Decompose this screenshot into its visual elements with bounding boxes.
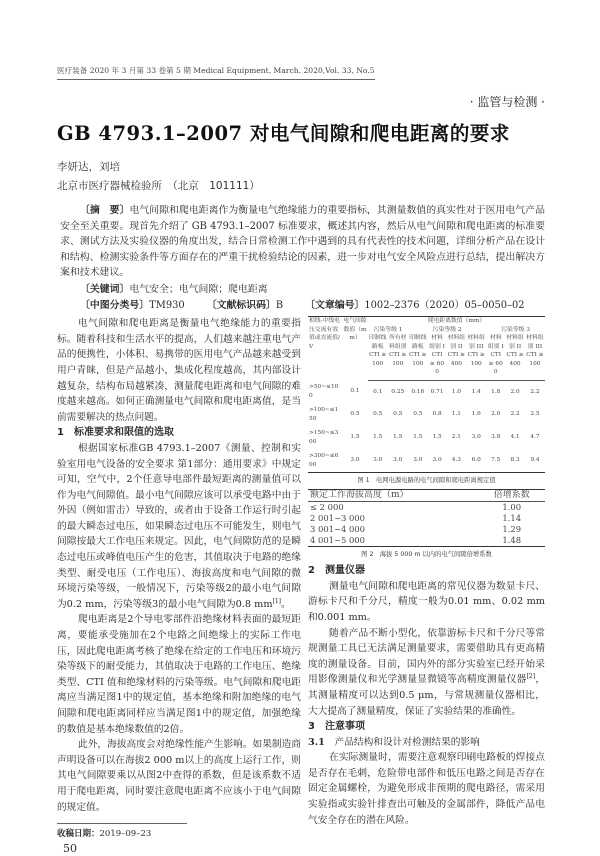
header-material-group: 印制线路板 CTI ≥ 100 xyxy=(368,334,387,380)
table-row xyxy=(308,449,545,473)
subsection-number: 3.1 xyxy=(308,736,325,748)
header-voltage: 相线-中线电压交流有效值或直流值/V xyxy=(309,318,340,350)
clearance-cell: 0.5 xyxy=(350,411,360,418)
left-column xyxy=(57,316,301,856)
page-number: 50 xyxy=(63,842,77,856)
creepage-cell: 2.0 xyxy=(491,411,501,418)
doc-code-label: 〔文献标识码〕 xyxy=(206,299,276,311)
header-material-group: 材料组别 III CTI ≥ 100 xyxy=(525,334,545,380)
creepage-cell: 2.5 xyxy=(530,411,540,418)
header-material-group: 材料组别 II CTI ≥ 400 xyxy=(505,334,525,380)
creepage-cell: 9.4 xyxy=(525,449,545,473)
creepage-cell: 6.0 xyxy=(466,449,486,473)
abstract xyxy=(60,203,545,281)
keywords-text: 电气安全；电气间隙；爬电距离 xyxy=(129,283,268,295)
section-heading-3: 3 注意事项 xyxy=(308,721,365,733)
paragraph: 电气间隙和爬电距离是衡量电气绝缘能力的重要指标。随着科技和生活水平的提高，人们越来越注重电气产品的便携性，小体积、易携带的医用电气产品越来越受到用户青睐，但是产品越小，集成化程度越高，其内部设计越复杂，结构布局越紧凑，测量爬电距离和电气间隙的难度越来越高。如何正确测量电气间隙和爬电距离值，是当前需要解决的热点问题。 xyxy=(57,318,301,423)
paragraph: 此外，海拔高度会对绝缘性能产生影响。如果制造商声明设备可以在海拔2 000 m以上的高度上运行工作，则其电气间隙要乘以从图2中查得的系数，但是该系数不适用于爬电距离，同时要注意爬电距离不应该小于电气间隙的规定值。 xyxy=(57,739,301,813)
header-factor: 倍增系数 xyxy=(478,490,545,502)
creepage-cell: 4.1 xyxy=(510,434,520,441)
voltage-cell: >100~≤150 xyxy=(309,407,339,422)
figure-1-caption: 图 1 电网电源电路的电气间隙和爬电距离规定值 xyxy=(357,477,496,485)
paragraph: 测量电气间隙和爬电距离的常见仪器为数显卡尺、游标卡尺和千分尺，精度一般为0.01 mm、0.02 mm 和0.001 mm。 xyxy=(308,580,545,623)
creepage-cell: 3.0 xyxy=(368,449,387,473)
creepage-cell: 3.0 xyxy=(387,449,408,473)
header-material-group: 所有材料组别 CTI ≥ 100 xyxy=(387,334,408,380)
header-material-group: 材料组别 I CTI ≥ 600 xyxy=(428,334,447,380)
altitude-cell: 3 001~4 000 xyxy=(310,524,365,535)
voltage-cell: >150~≤300 xyxy=(309,430,339,445)
abstract-label: 〔摘 要〕 xyxy=(80,205,130,216)
header-pollution-3: 污染等级 3 xyxy=(501,326,530,333)
paragraph-end: ，其测量精度可以达到0.5 μm，与常规测量仪器相比，大大提高了测量精度，保证了实验结果的准确性。 xyxy=(308,674,546,717)
creepage-cell: 1.5 xyxy=(413,434,423,441)
header-creepage: 爬电距离数值（mm） xyxy=(427,318,486,325)
paragraph xyxy=(57,441,301,613)
table-row xyxy=(308,403,545,426)
table-row xyxy=(308,380,545,403)
table-row xyxy=(308,426,545,449)
received-value: 2019–09–23 xyxy=(99,829,152,840)
paragraph xyxy=(308,626,545,720)
creepage-cell: 8.3 xyxy=(505,449,525,473)
creepage-cell: 1.5 xyxy=(393,434,403,441)
voltage-cell: >300~≤600 xyxy=(308,449,342,473)
factor-cell: 1.00 xyxy=(502,502,522,513)
clearance-cell: 1.5 xyxy=(350,434,360,441)
header-clearance: 电气间隙数值（mm） xyxy=(343,318,367,342)
keywords xyxy=(80,282,545,298)
abstract-text: 电气间隙和爬电距离作为衡量电气绝缘能力的重要指标，其测量数值的真实性对于医用电气产品安全至关重要。现首先介绍了 GB 4793.1–2007 标准要求，概述其内容，然后从电气间隙和爬电距离的标准要求、测试方法及实验仪器的角度出发，结合日常检测工作中遇到的具有代表性的技术问题，详细分析产品在设计和结构、检测实验条件等方面存在的严重干扰检验结论的因素，进一步对电气安全风险点进行总结，提出解决方案和技术建议。 xyxy=(60,205,545,279)
clearance-cell: 0.1 xyxy=(350,388,360,395)
header-material-group: 材料组别 I CTI ≥ 600 xyxy=(486,334,505,380)
creepage-cell: 1.0 xyxy=(451,388,461,395)
keywords-label: 〔关键词〕 xyxy=(80,283,130,295)
classification-line xyxy=(80,298,545,314)
creepage-cell: 0.25 xyxy=(391,388,405,395)
header-altitude: 额定工作海拔高度（m） xyxy=(308,490,478,502)
creepage-cell: 0.71 xyxy=(430,388,444,395)
paragraph: 在实际测量时，需要注意观察印刷电路板的焊接点是否存在毛刺，危险带电部件和低压电路之间是否存在固定金属螺栓，为避免形成非预期的爬电路径，需采用实验指或实验针排查出可触及的金属部件，降低产品电气安全存在的潜在风险。 xyxy=(308,752,545,826)
header-material-group: 印制线路板 CTI ≥ 100 xyxy=(408,334,427,380)
creepage-cell: 3.0 xyxy=(408,449,427,473)
creepage-cell: 0.5 xyxy=(413,411,423,418)
header-pollution-2: 污染等级 2 xyxy=(432,326,462,333)
creepage-cell: 2.2 xyxy=(510,411,520,418)
header-material-group: 材料组别 II CTI ≥ 400 xyxy=(447,334,467,380)
creepage-cell: 2.2 xyxy=(530,388,540,395)
table-row xyxy=(308,535,545,547)
creepage-cell: 0.5 xyxy=(393,411,403,418)
clearance-cell: 3.0 xyxy=(342,449,368,473)
body-columns xyxy=(57,316,545,856)
article-no-value: 1002–2376（2020）05–0050–02 xyxy=(364,299,525,311)
creepage-cell: 4.7 xyxy=(530,434,540,441)
affiliation: 北京市医疗器械检验所 （北京 101111） xyxy=(57,180,260,192)
creepage-cell: 0.5 xyxy=(373,411,383,418)
subsection-title: 产品结构和设计对检测结果的影响 xyxy=(324,736,480,748)
creepage-cell: 1.5 xyxy=(432,434,442,441)
header-pollution-1: 污染等级 1 xyxy=(373,326,403,333)
clc-label: 〔中图分类号〕 xyxy=(80,299,150,311)
altitude-factor-table xyxy=(308,489,545,547)
creepage-cell: 3.0 xyxy=(471,434,481,441)
table-row xyxy=(308,524,545,535)
creepage-cell: 1.5 xyxy=(373,434,383,441)
creepage-cell: 1.1 xyxy=(451,411,461,418)
creepage-cell: 7.5 xyxy=(486,449,505,473)
received-date xyxy=(57,823,187,840)
doc-code-value: B xyxy=(275,299,284,311)
paragraph-end: 。 xyxy=(281,598,291,610)
creepage-cell: 1.8 xyxy=(491,388,501,395)
section-tag: · 监管与检测 · xyxy=(469,95,545,109)
section-heading-2: 2 测量仪器 xyxy=(308,565,365,577)
creepage-cell: 2.1 xyxy=(451,434,461,441)
received-label: 收稿日期： xyxy=(57,829,100,840)
paragraph-text: 随着产品不断小型化，依靠游标卡尺和千分尺等常规测量工具已无法满足测量要求，需要借助具有更高精度的测量设备。目前，国内外的部分实验室已经开始采用影像测量仪和光学测量显微镜等高精度测量仪器 xyxy=(308,627,545,686)
running-header: 医疗装备 2020 年 3 月第 33 卷第 5 期 Medical Equipment, March. 2020,Vol. 33, No.5 xyxy=(57,65,375,80)
figure-2-caption: 图 2 海拔 5 000 m 以内的电气间隙倍增系数 xyxy=(361,551,492,559)
right-column xyxy=(308,316,545,828)
altitude-cell: ≤ 2 000 xyxy=(310,502,344,513)
paragraph-text: 根据国家标准GB 4793.1–2007《测量、控制和实验室用电气设备的安全要求 第1部分：通用要求》中规定可知，空气中，2个任意导电部件最短距离的测量值可以作为电气间隙值。最小电气间隙应该可以承受电路中由于外因（例如雷击）导致的，或者由于设备工作运行时引起的最大瞬态过电压，如果瞬态过电压不可能发生，则电气间隙按最大工作电压来规定。因此，电气间隙防范的是瞬态过电压或峰值电压产生的危害，其值取决于电路的绝缘类型、耐受电压（工作电压）、海拔高度和电气间隙的微环境污染等级，一般情况下，污染等级2的最小电气间隙为0.2 mm，污染等级3的最小电气间隙为0.8 mm xyxy=(57,442,301,610)
creepage-cell: 3.8 xyxy=(491,434,501,441)
creepage-cell: 0.1 xyxy=(373,388,383,395)
altitude-cell: 4 001~5 000 xyxy=(308,535,478,547)
clearance-creepage-table xyxy=(308,316,545,473)
article-no-label: 〔文章编号〕 xyxy=(305,299,365,311)
creepage-cell: 1.6 xyxy=(471,411,481,418)
subsection-heading-3-1 xyxy=(308,735,545,751)
clc-value: TM930 xyxy=(149,299,185,311)
citation: [2] xyxy=(526,673,536,681)
header-material-group: 材料组别 III CTI ≥ 100 xyxy=(466,334,486,380)
citation: [1] xyxy=(272,597,282,605)
creepage-cell: 1.4 xyxy=(471,388,481,395)
creepage-cell: 4.3 xyxy=(447,449,467,473)
creepage-cell: 0.16 xyxy=(411,388,425,395)
creepage-cell: 2.0 xyxy=(510,388,520,395)
table-row xyxy=(308,513,545,524)
voltage-cell: >50~≤100 xyxy=(309,384,339,399)
factor-cell: 1.29 xyxy=(502,524,522,535)
paragraph: 爬电距离是2个导电零部件沿绝缘材料表面的最短距离，要能承受施加在2个电路之间绝缘上的实际工作电压，因此爬电距离考核了绝缘在给定的工作电压和环境污染等级下的耐受能力，其值取决于电路的工作电压、绝缘类型、CTI 值和绝缘材料的污染等级。电气间隙和爬电距离应当满足图1中的规定值，基本绝缘和附加绝缘的电气间隙和爬电距离同样应当满足图1中的规定值，加强绝缘的数值是基本绝缘数值的2倍。 xyxy=(57,614,301,735)
creepage-cell: 0.8 xyxy=(432,411,442,418)
factor-cell: 1.14 xyxy=(502,513,522,524)
factor-cell: 1.48 xyxy=(478,535,545,547)
altitude-cell: 2 001~3 000 xyxy=(310,513,365,524)
table-row xyxy=(308,502,545,514)
creepage-cell: 3.0 xyxy=(428,449,447,473)
article-main xyxy=(57,203,545,856)
article-title: GB 4793.1–2007 对电气间隙和爬电距离的要求 xyxy=(57,122,510,145)
section-heading-1: 1 标准要求和限值的选取 xyxy=(57,427,174,439)
authors: 李妍达，刘培 xyxy=(57,161,120,173)
